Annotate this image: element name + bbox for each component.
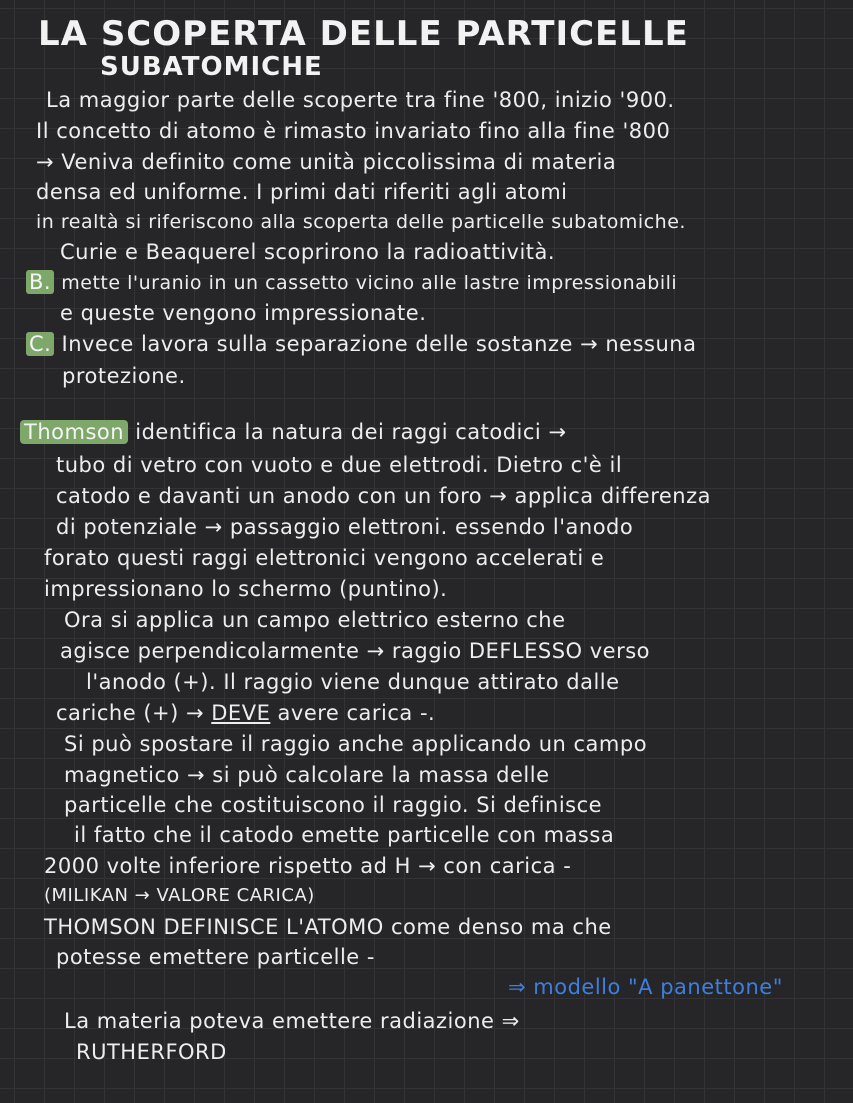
note-text: mette l'uranio in un cassetto vicino alle lastre impressionabili [61, 272, 678, 294]
note-line: forato questi raggi elettronici vengono accelerati e [44, 546, 605, 570]
page-title: LA SCOPERTA DELLE PARTICELLE [38, 14, 689, 54]
underlined-word: DEVE [211, 701, 271, 725]
note-line: protezione. [62, 364, 186, 388]
note-line: impressionano lo schermo (puntino). [44, 577, 448, 601]
note-line: catodo e davanti un anodo con un foro → applica differenza [56, 484, 712, 508]
note-line [26, 330, 696, 358]
note-line: di potenziale → passaggio elettroni. essendo l'anodo [56, 515, 634, 539]
note-line: THOMSON DEFINISCE L'ATOMO come denso ma che [44, 915, 612, 939]
note-line: il fatto che il catodo emette particelle con massa [74, 823, 615, 847]
note-line: magnetico → si può calcolare la massa delle [64, 763, 550, 787]
note-line [56, 699, 435, 727]
note-line: (MILIKAN → VALORE CARICA) [44, 885, 315, 906]
note-line: RUTHERFORD [76, 1040, 227, 1064]
note-line: 2000 volte inferiore rispetto ad H → con carica - [44, 854, 572, 878]
note-line: Ora si applica un campo elettrico esterno che [64, 608, 566, 632]
note-line: in realtà si riferiscono alla scoperta delle particelle subatomiche. [36, 211, 686, 233]
highlight-mark: Thomson [20, 420, 128, 444]
note-line: particelle che costituiscono il raggio. Si definisce [64, 793, 603, 817]
note-text: Invece lavora sulla separazione delle sostanze → nessuna [61, 332, 697, 356]
note-line [20, 418, 567, 446]
highlight-mark: B. [26, 270, 54, 294]
note-text: cariche (+) → [56, 701, 212, 725]
note-line: Si può spostare il raggio anche applicando un campo [64, 732, 648, 756]
note-line: La materia poteva emettere radiazione ⇒ [64, 1009, 520, 1033]
note-line: Curie e Beaquerel scoprirono la radioattività. [60, 240, 556, 264]
note-line: l'anodo (+). Il raggio viene dunque attirato dalle [86, 670, 620, 694]
note-text: identifica la natura dei raggi catodici → [135, 420, 567, 444]
note-line-blue: ⇒ modello "A panettone" [508, 975, 783, 999]
note-line: Il concetto di atomo è rimasto invariato fino alla fine '800 [36, 119, 671, 143]
note-line [26, 268, 677, 297]
note-line: e queste vengono impressionate. [60, 301, 427, 325]
note-text: avere carica -. [270, 701, 436, 725]
note-line: agisce perpendicolarmente → raggio DEFLESSO verso [60, 639, 651, 663]
highlight-mark: C. [26, 332, 54, 356]
note-line: densa ed uniforme. I primi dati riferiti agli atomi [36, 180, 568, 204]
note-line: La maggior parte delle scoperte tra fine '800, inizio '900. [46, 88, 675, 112]
note-line: tubo di vetro con vuoto e due elettrodi. Dietro c'è il [56, 453, 623, 477]
page-subtitle: SUBATOMICHE [100, 52, 323, 82]
note-line: → Veniva definito come unità piccolissima di materia [36, 150, 617, 174]
note-line: potesse emettere particelle - [56, 945, 375, 969]
